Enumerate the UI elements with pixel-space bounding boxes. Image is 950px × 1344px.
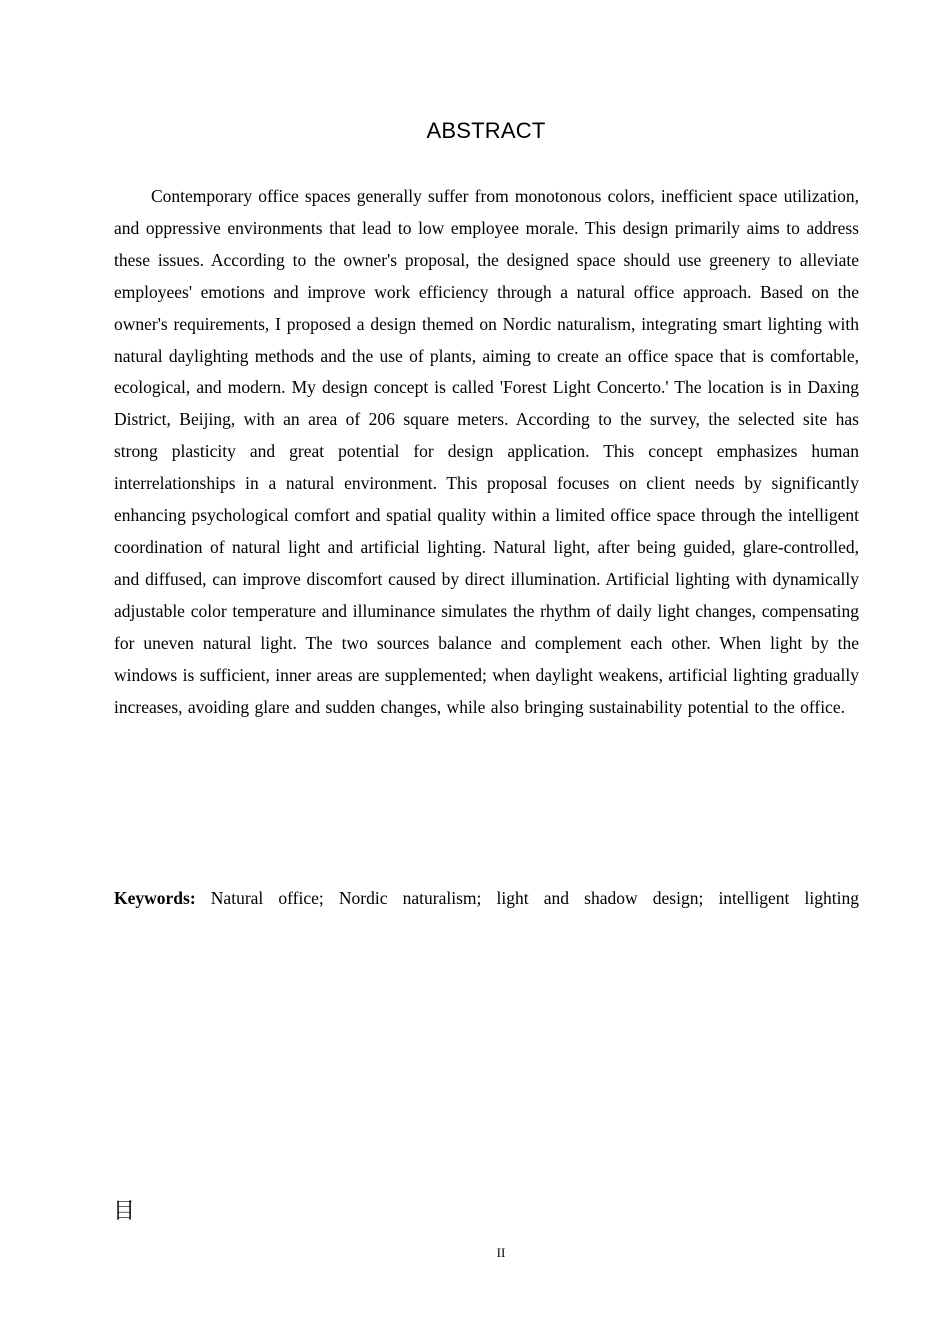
page-number: II <box>496 1245 506 1260</box>
keywords-label: Keywords: <box>114 888 196 908</box>
abstract-title: ABSTRACT <box>426 118 546 143</box>
toc-heading-fragment: 目 <box>113 1199 136 1224</box>
keywords-line <box>114 883 859 915</box>
abstract-paragraph: Contemporary office spaces generally suffer from monotonous colors, inefficient space utilization, and oppressive environments that lead to low employee morale. This design primarily aims to address these issues. According to the owner's proposal, the designed space should use greenery to alleviate employees' emotions and improve work efficiency through a natural office approach. Based on the owner's requirements, I proposed a design themed on Nordic naturalism, integrating smart lighting with natural daylighting methods and the use of plants, aiming to create an office space that is comfortable, ecological, and modern. My design concept is called 'Forest Light Concerto.' The location is in Daxing District, Beijing, with an area of 206 square meters. According to the survey, the selected site has strong plasticity and great potential for design application. This concept emphasizes human interrelationships in a natural environment. This proposal focuses on client needs by significantly enhancing psychological comfort and spatial quality within a limited office space through the intelligent coordination of natural light and artificial lighting. Natural light, after being guided, glare-controlled, and diffused, can improve discomfort caused by direct illumination. Artificial lighting with dynamically adjustable color temperature and illuminance simulates the rhythm of daily light changes, compensating for uneven natural light. The two sources balance and complement each other. When light by the windows is sufficient, inner areas are supplemented; when daylight weakens, artificial lighting gradually increases, avoiding glare and sudden changes, while also bringing sustainability potential to the office. <box>114 186 859 717</box>
keywords-text: Natural office; Nordic naturalism; light and shadow design; intelligent lighting <box>210 888 859 908</box>
